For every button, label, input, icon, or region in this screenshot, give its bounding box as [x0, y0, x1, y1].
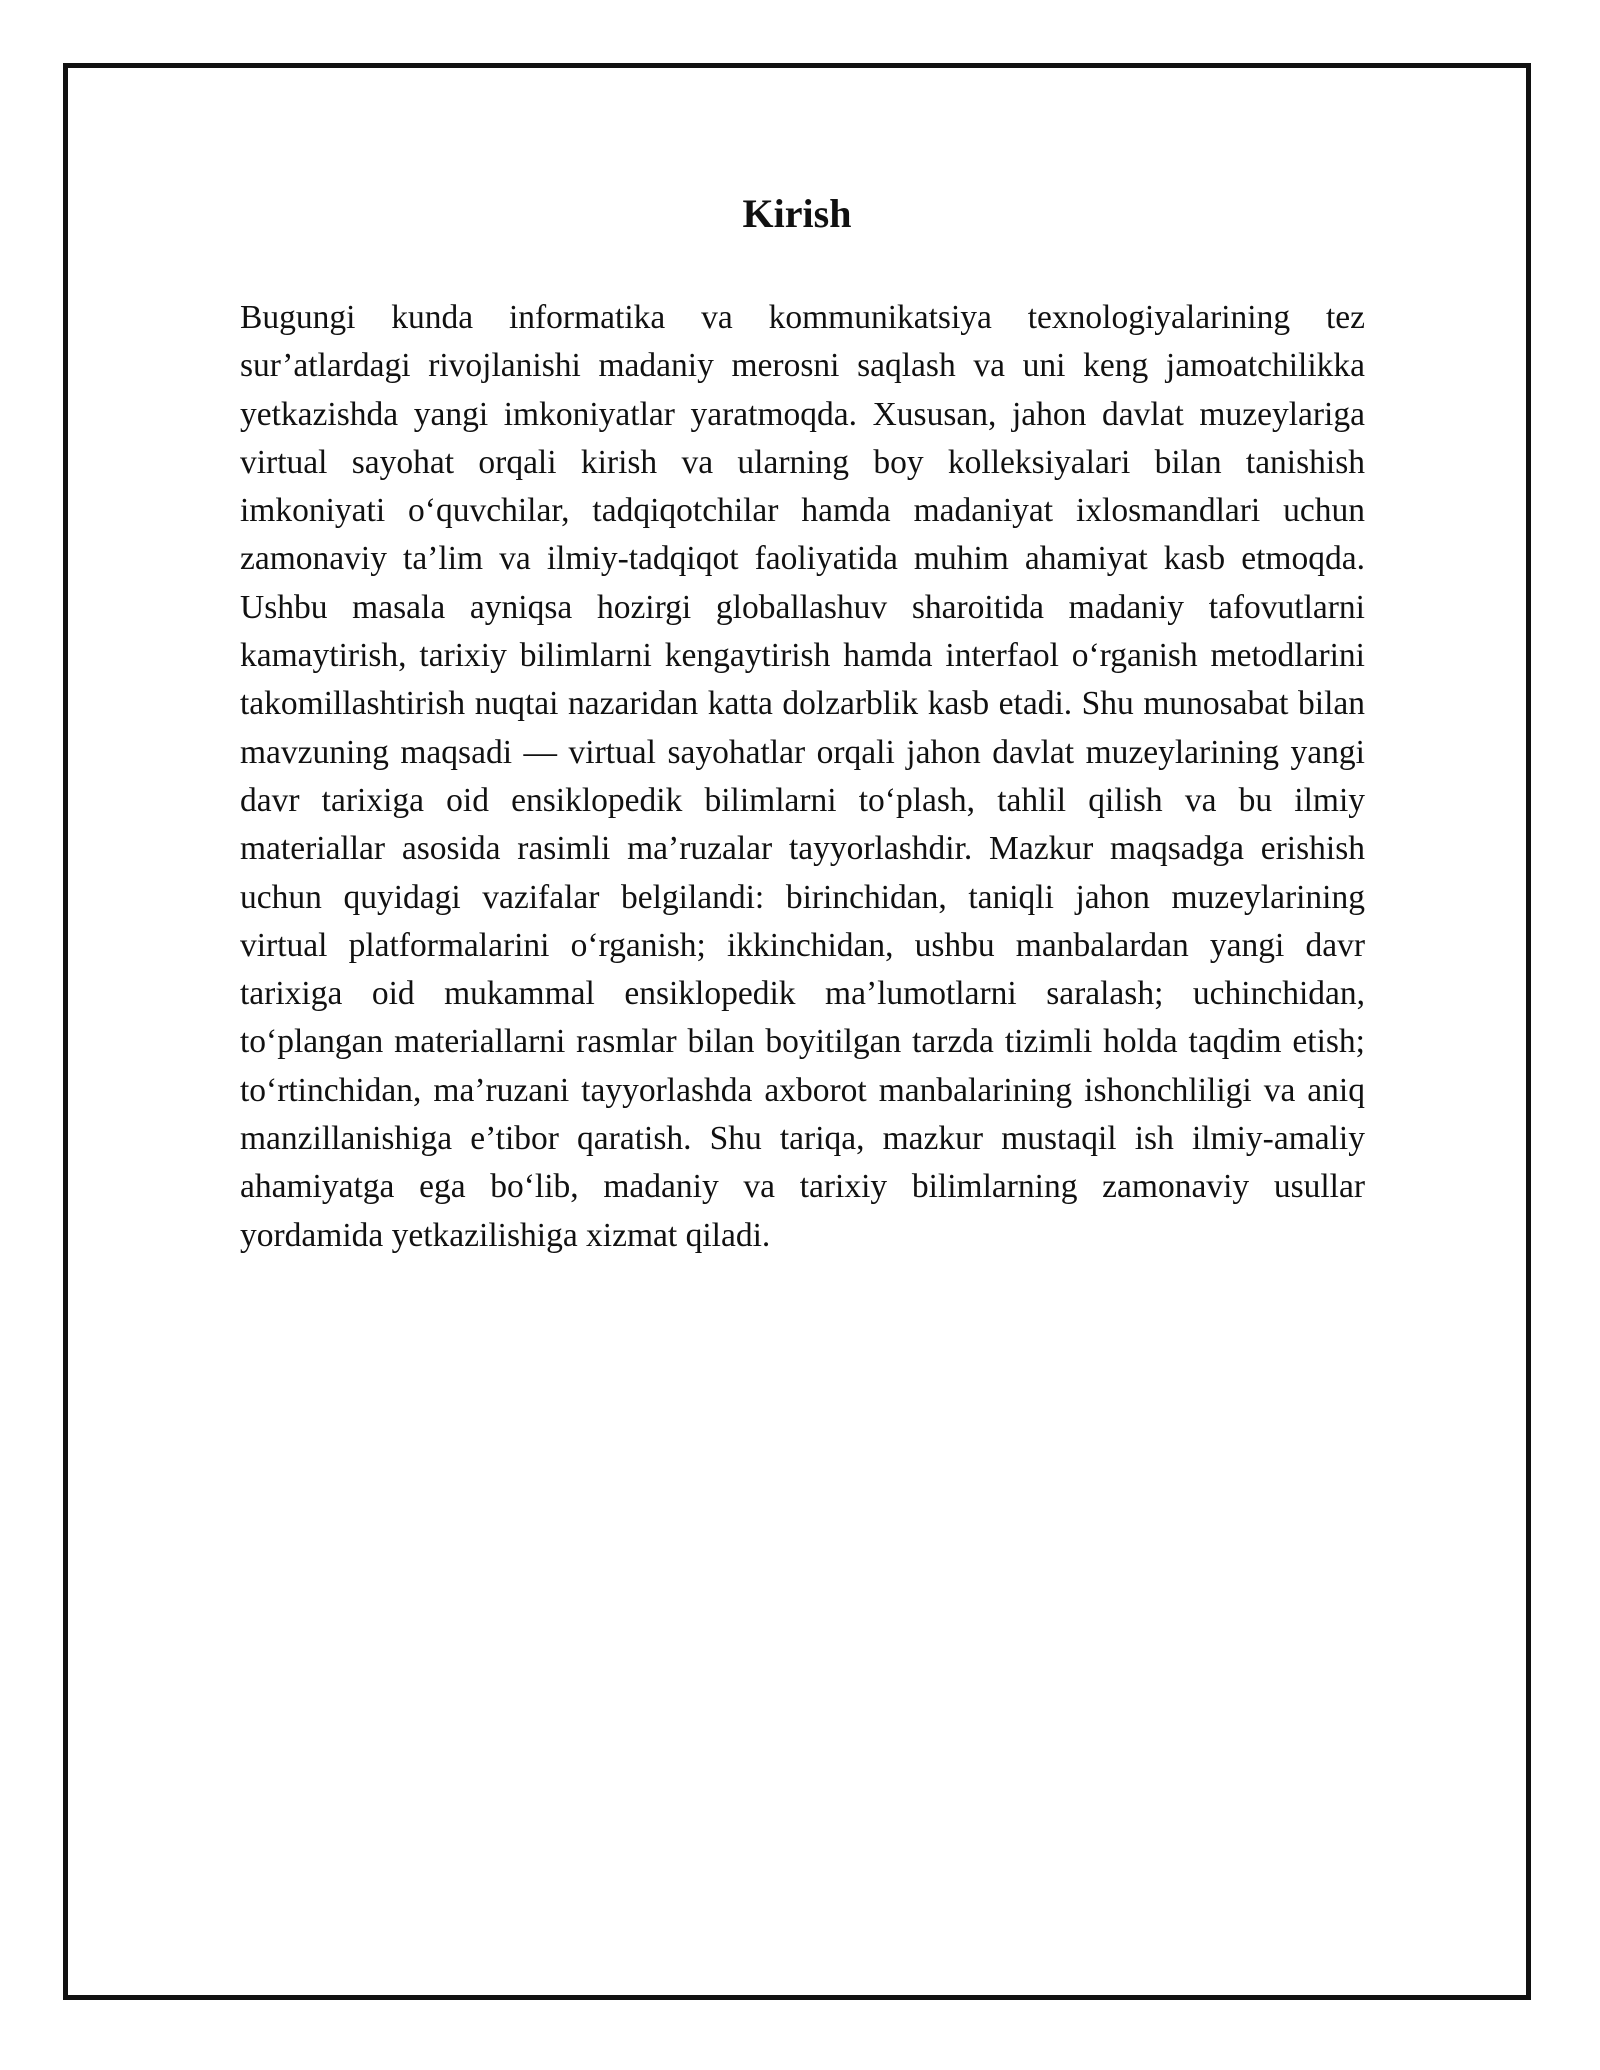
page-title: Kirish [742, 191, 852, 236]
body-paragraph: Bugungi kunda informatika va kommunikatsiya texnologiyalarining tez sur’atlardagi rivojlanishi madaniy merosni saqlash va uni keng jamoatchilikka yetkazishda yangi imkoniyatlar yaratmoqda. Xususan, jahon davlat muzeylariga virtual sayohat orqali kirish va ularning boy kolleksiyalari bilan tanishish imkoniyati o‘quvchilar, tadqiqotchilar hamda madaniyat ixlosmandlari uchun zamonaviy ta’lim va ilmiy-tadqiqot faoliyatida muhim ahamiyat kasb etmoqda. Ushbu masala ayniqsa hozirgi globallashuv sharoitida madaniy tafovutlarni kamaytirish, tarixiy bilimlarni kengaytirish hamda interfaol o‘rganish metodlarini takomillashtirish nuqtai nazaridan katta dolzarblik kasb etadi. Shu munosabat bilan mavzuning maqsadi — virtual sayohatlar orqali jahon davlat muzeylarining yangi davr tarixiga oid ensiklopedik bilimlarni to‘plash, tahlil qilish va bu ilmiy materiallar asosida rasimli ma’ruzalar tayyorlashdir. Mazkur maqsadga erishish uchun quyidagi vazifalar belgilandi: birinchidan, taniqli jahon muzeylarining virtual platformalarini o‘rganish; ikkinchidan, ushbu manbalardan yangi davr tarixiga oid mukammal ensiklopedik ma’lumotlarni saralash; uchinchidan, to‘plangan materiallarni rasmlar bilan boyitilgan tarzda tizimli holda taqdim etish; to‘rtinchidan, ma’ruzani tayyorlashda axborot manbalarining ishonchliligi va aniq manzillanishiga e’tibor qaratish. Shu tariqa, mazkur mustaqil ish ilmiy-amaliy ahamiyatga ega bo‘lib, madaniy va tarixiy bilimlarning zamonaviy usullar yordamida yetkazilishiga xizmat qiladi. [240, 299, 1365, 1254]
page-frame [63, 63, 1531, 2000]
